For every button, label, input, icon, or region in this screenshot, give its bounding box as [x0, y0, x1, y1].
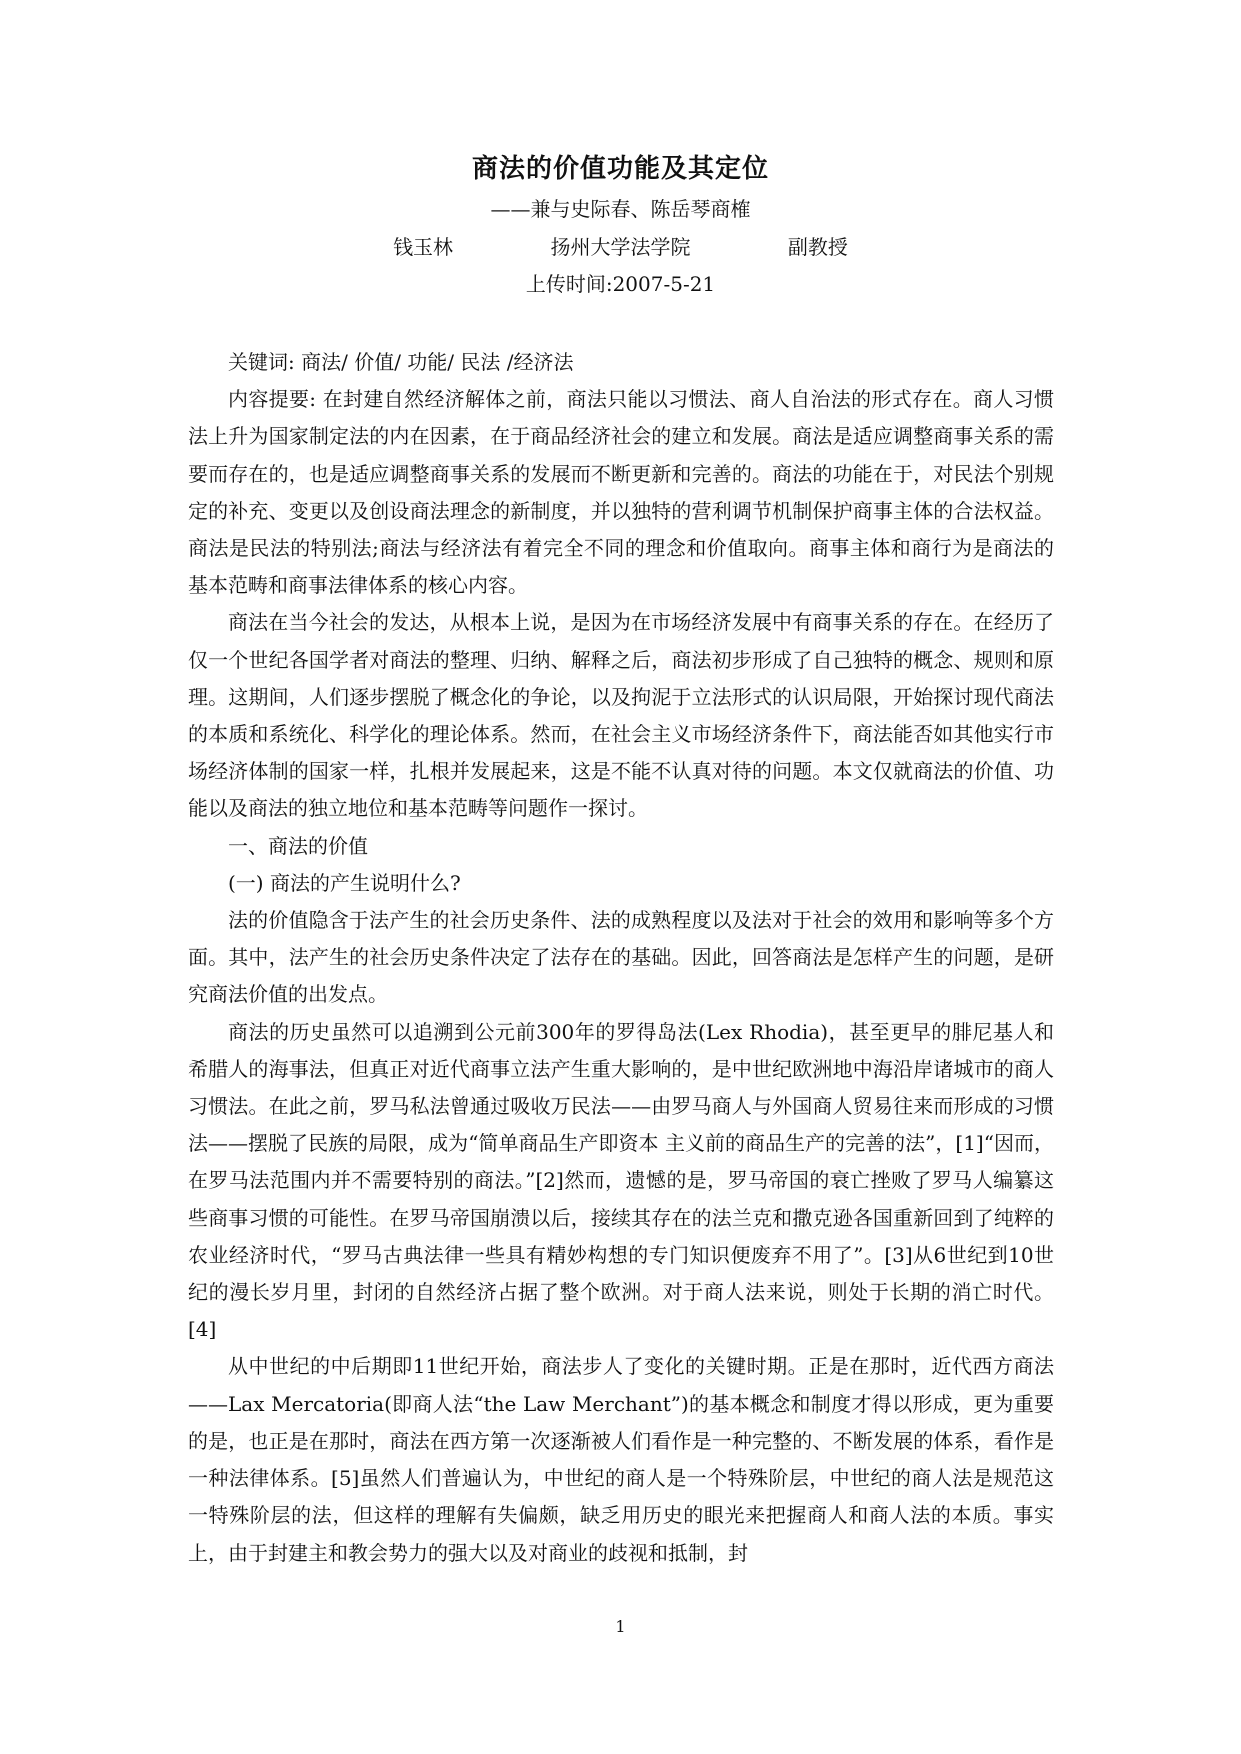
- upload-time: 上传时间:2007-5-21: [525, 272, 716, 296]
- author-line: 钱玉林 扬州大学法学院 副教授: [393, 235, 848, 259]
- body-paragraph: 法的价值隐含于法产生的社会历史条件、法的成熟程度以及法对于社会的效用和影响等多个方面。其中，法产生的社会历史条件决定了法存在的基础。因此，回答商法是怎样产生的问题，是研究商法价值的出发点。: [188, 908, 1054, 1007]
- article-body: [188, 344, 1054, 1572]
- body-paragraph: 商法在当今社会的发达，从根本上说，是因为在市场经济发展中有商事关系的存在。在经历了仅一个世纪各国学者对商法的整理、归纳、解释之后，商法初步形成了自己独特的概念、规则和原理。这期间，人们逐步摆脱了概念化的争论，以及拘泥于立法形式的认识局限，开始探讨现代商法的本质和系统化、科学化的理论体系。然而，在社会主义市场经济条件下，商法能否如其他实行市场经济体制的国家一样，扎根并发展起来，这是不能不认真对待的问题。本文仅就商法的价值、功能以及商法的独立地位和基本范畴等问题作一探讨。: [188, 610, 1054, 821]
- body-paragraph: 从中世纪的中后期即11世纪开始，商法步人了变化的关键时期。正是在那时，近代西方商法——Lax Mercatoria(即商人法“the Law Merchant”)的基本概念和制度才得以形成，更为重要的是，也正是在那时，商法在西方第一次逐渐被人们看作是一种完整的、不断发展的体系，看作是一种法律体系。[5]虽然人们普遍认为，中世纪的商人是一个特殊阶层，中世纪的商人法是规范这一特殊阶层的法，但这样的理解有失偏颇，缺乏用历史的眼光来把握商人和商人法的本质。事实上，由于封建主和教会势力的强大以及对商业的歧视和抵制，封: [188, 1354, 1054, 1565]
- keywords-paragraph: 关键词: 商法/ 价值/ 功能/ 民法 /经济法: [228, 350, 574, 374]
- abstract-paragraph: 内容提要: 在封建自然经济解体之前，商法只能以习惯法、商人自治法的形式存在。商人习惯法上升为国家制定法的内在因素，在于商品经济社会的建立和发展。商法是适应调整商事关系的需要而存在的，也是适应调整商事关系的发展而不断更新和完善的。商法的功能在于，对民法个别规定的补充、变更以及创设商法理念的新制度，并以独特的营利调节机制保护商事主体的合法权益。商法是民法的特别法;商法与经济法有着完全不同的理念和价值取向。商事主体和商行为是商法的基本范畴和商事法律体系的核心内容。: [188, 387, 1054, 598]
- document-subtitle: ——兼与史际春、陈岳琴商榷: [490, 197, 751, 221]
- body-paragraph: 商法的历史虽然可以追溯到公元前300年的罗得岛法(Lex Rhodia)，甚至更早的腓尼基人和希腊人的海事法，但真正对近代商事立法产生重大影响的，是中世纪欧洲地中海沿岸诸城市的商人习惯法。在此之前，罗马私法曾通过吸收万民法——由罗马商人与外国商人贸易往来而形成的习惯法——摆脱了民族的局限，成为“简单商品生产即资本 主义前的商品生产的完善的法”，[1]“因而，在罗马法范围内并不需要特别的商法。”[2]然而，遗憾的是，罗马帝国的衰亡挫败了罗马人编纂这些商事习惯的可能性。在罗马帝国崩溃以后，接续其存在的法兰克和撒克逊各国重新回到了纯粹的农业经济时代，“罗马古典法律一些具有精妙构想的专门知识便废弃不用了”。[3]从6世纪到10世纪的漫长岁月里，封闭的自然经济占据了整个欧洲。对于商人法来说，则处于长期的消亡时代。[4]: [188, 1019, 1054, 1342]
- document-title: 商法的价值功能及其定位: [471, 154, 769, 184]
- page-number: 1: [615, 1617, 626, 1636]
- subsection-heading: (一) 商法的产生说明什么?: [228, 870, 461, 895]
- section-heading: 一、商法的价值: [228, 833, 368, 858]
